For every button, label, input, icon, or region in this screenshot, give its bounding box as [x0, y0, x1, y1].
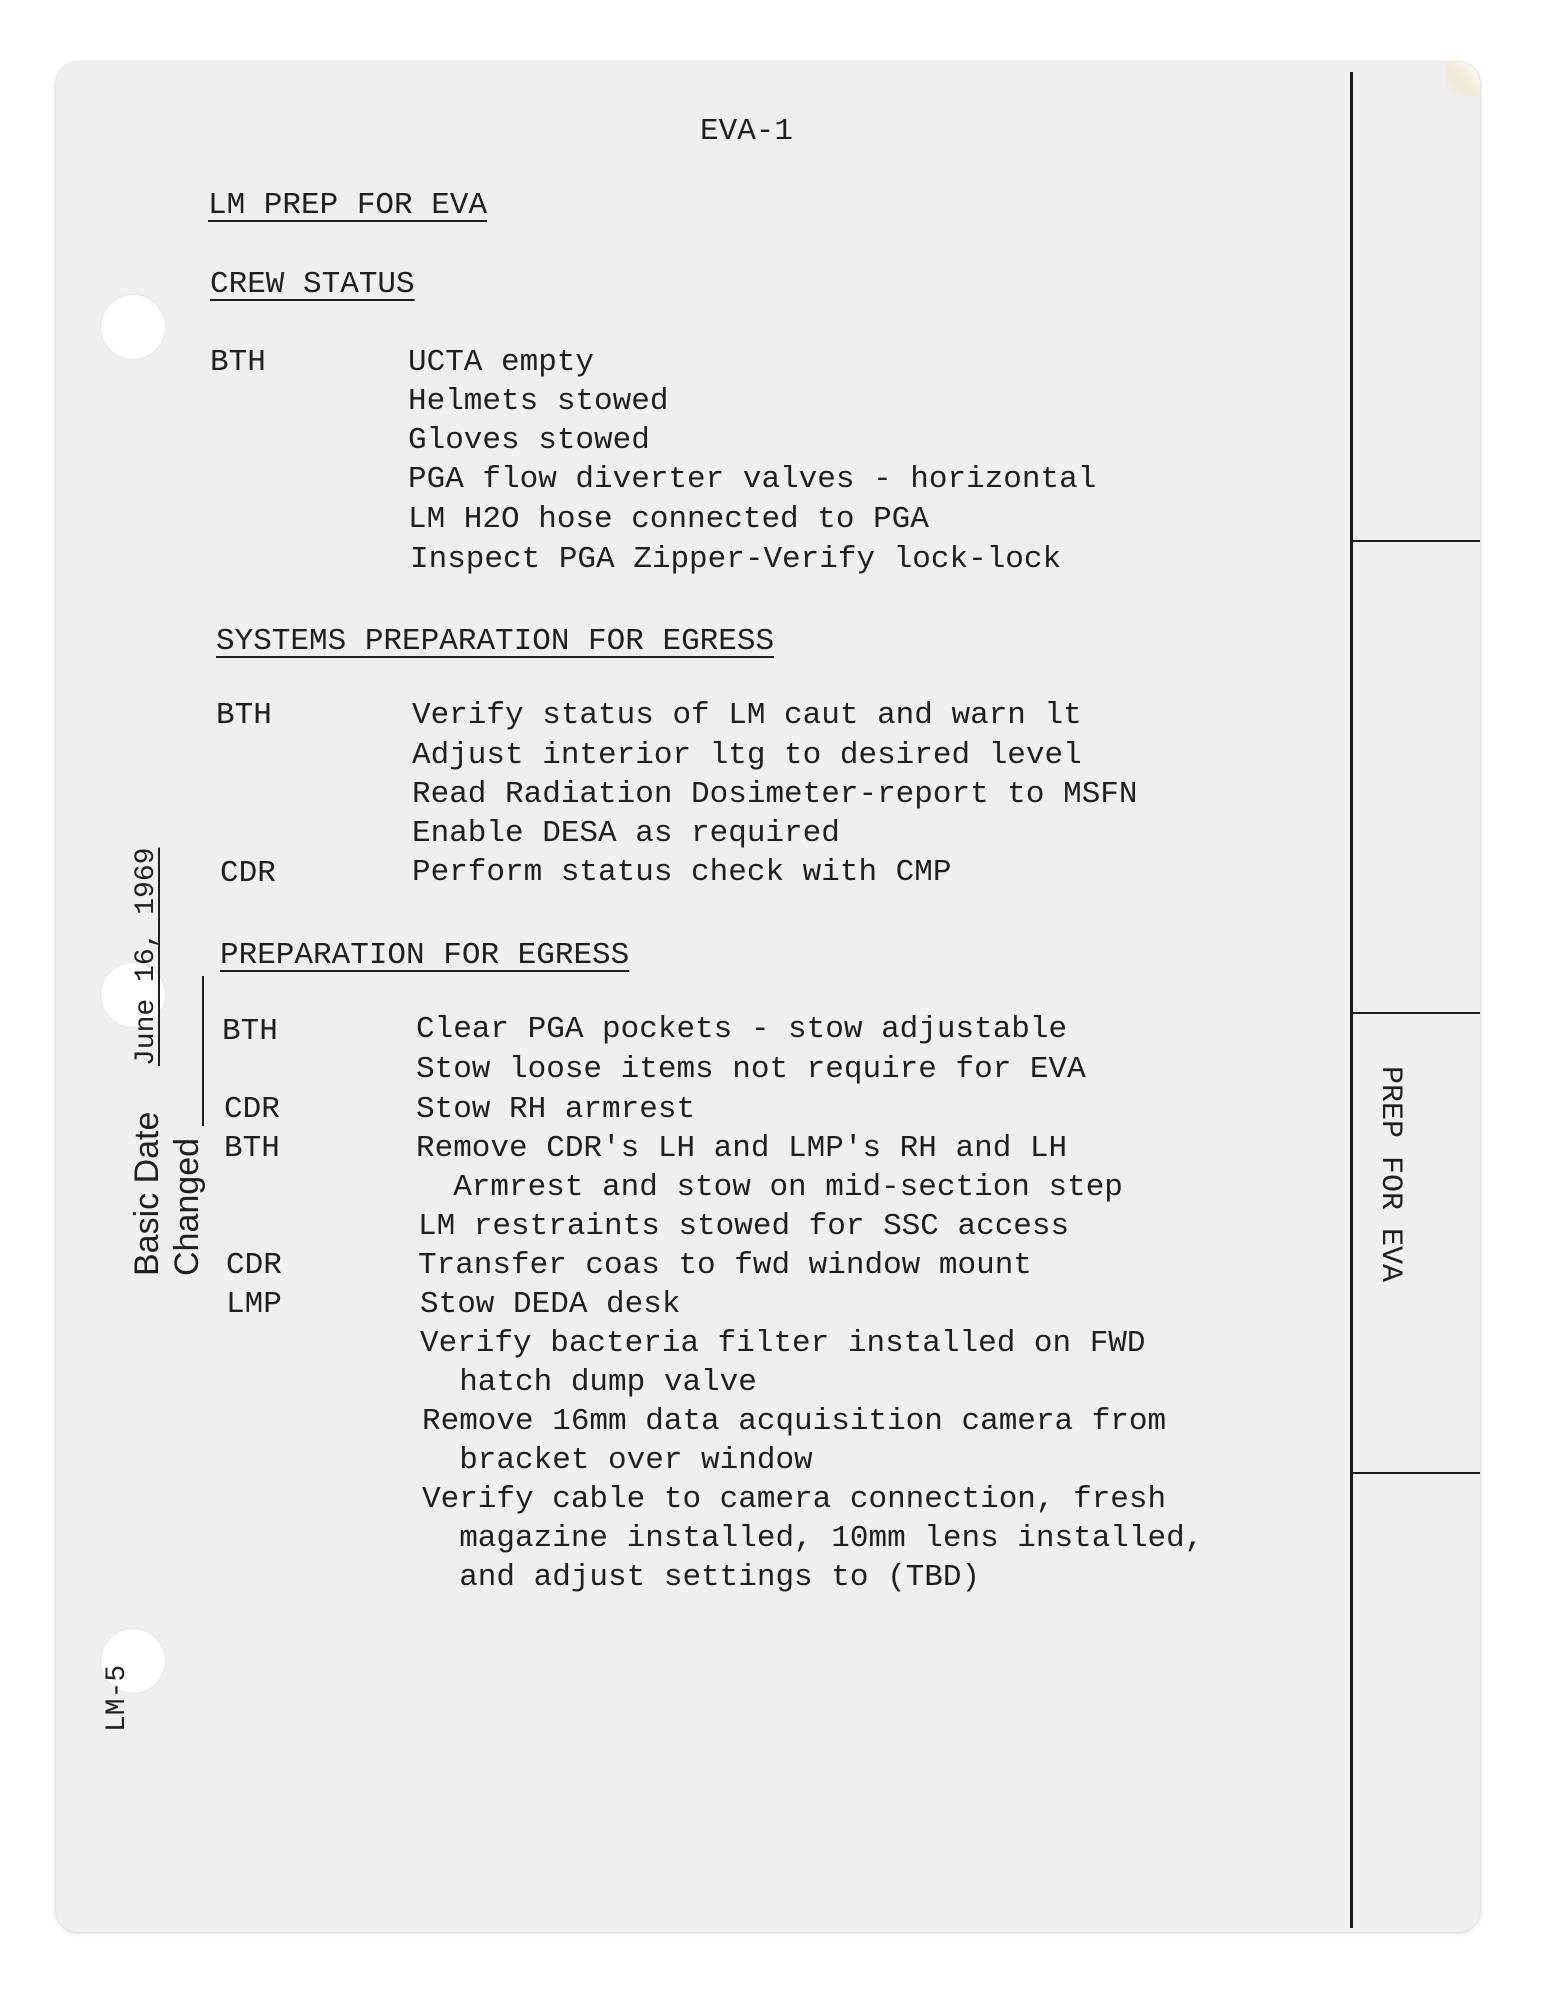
list-item: Helmets stowed [408, 384, 669, 419]
list-item: Inspect PGA Zipper-Verify lock-lock [410, 542, 1062, 577]
list-item: and adjust settings to (TBD) [422, 1560, 981, 1595]
tab-vertical-rule [1350, 72, 1353, 1928]
list-item: Verify bacteria filter installed on FWD [420, 1326, 1146, 1361]
list-item: Verify status of LM caut and warn lt [412, 698, 1082, 733]
changed-label: Changed [168, 1137, 206, 1276]
page-corner [1446, 62, 1480, 96]
checklist-page [56, 62, 1480, 1932]
list-item: Armrest and stow on mid-section step [416, 1170, 1123, 1205]
list-item: PGA flow diverter valves - horizontal [408, 462, 1097, 497]
basic-date-value: June 16, 1969 [131, 847, 162, 1066]
section-title-preparation-for-egress: PREPARATION FOR EGRESS [220, 938, 630, 973]
page-number: LM-5 [102, 1664, 133, 1732]
crew-label: CDR [226, 1248, 282, 1283]
tab-divider-2 [1352, 1012, 1480, 1014]
list-item: Remove 16mm data acquisition camera from [422, 1404, 1167, 1439]
list-item: LM H2O hose connected to PGA [408, 502, 929, 537]
list-item: Adjust interior ltg to desired level [412, 738, 1082, 773]
crew-label: BTH [210, 345, 266, 380]
list-item: UCTA empty [408, 345, 595, 380]
list-item: Perform status check with CMP [412, 855, 952, 890]
crew-label: BTH [222, 1014, 278, 1049]
list-item: Verify cable to camera connection, fresh [422, 1482, 1167, 1517]
page-title: EVA-1 [700, 114, 794, 149]
list-item: Transfer coas to fwd window mount [418, 1248, 1032, 1283]
list-item: hatch dump valve [422, 1365, 757, 1400]
section-title-crew-status: CREW STATUS [210, 267, 415, 302]
list-item: Remove CDR's LH and LMP's RH and LH [416, 1131, 1068, 1166]
basic-date-label: Basic Date [128, 1111, 166, 1276]
date-block [92, 756, 244, 1276]
binder-hole-top [100, 294, 166, 360]
list-item: Stow RH armrest [416, 1092, 696, 1127]
tab-label: PREP FOR EVA [1373, 1066, 1407, 1283]
list-item: bracket over window [422, 1443, 813, 1478]
list-item: Enable DESA as required [412, 816, 840, 851]
list-item: Gloves stowed [408, 423, 650, 458]
crew-label: BTH [224, 1131, 280, 1166]
crew-label: CDR [224, 1092, 280, 1127]
main-heading: LM PREP FOR EVA [208, 188, 488, 223]
crew-label: LMP [226, 1287, 282, 1322]
section-title-systems-preparation: SYSTEMS PREPARATION FOR EGRESS [216, 624, 775, 659]
tab-divider-1 [1352, 540, 1480, 542]
list-item: magazine installed, 10mm lens installed, [422, 1521, 1204, 1556]
list-item: Stow loose items not require for EVA [416, 1052, 1086, 1087]
list-item: Clear PGA pockets - stow adjustable [416, 1012, 1068, 1047]
crew-label: BTH [216, 698, 272, 733]
list-item: LM restraints stowed for SSC access [418, 1209, 1070, 1244]
list-item: Stow DEDA desk [420, 1287, 681, 1322]
list-item: Read Radiation Dosimeter-report to MSFN [412, 777, 1138, 812]
crew-label: CDR [220, 856, 276, 891]
changed-value-line [202, 976, 204, 1126]
tab-divider-3 [1352, 1472, 1480, 1474]
